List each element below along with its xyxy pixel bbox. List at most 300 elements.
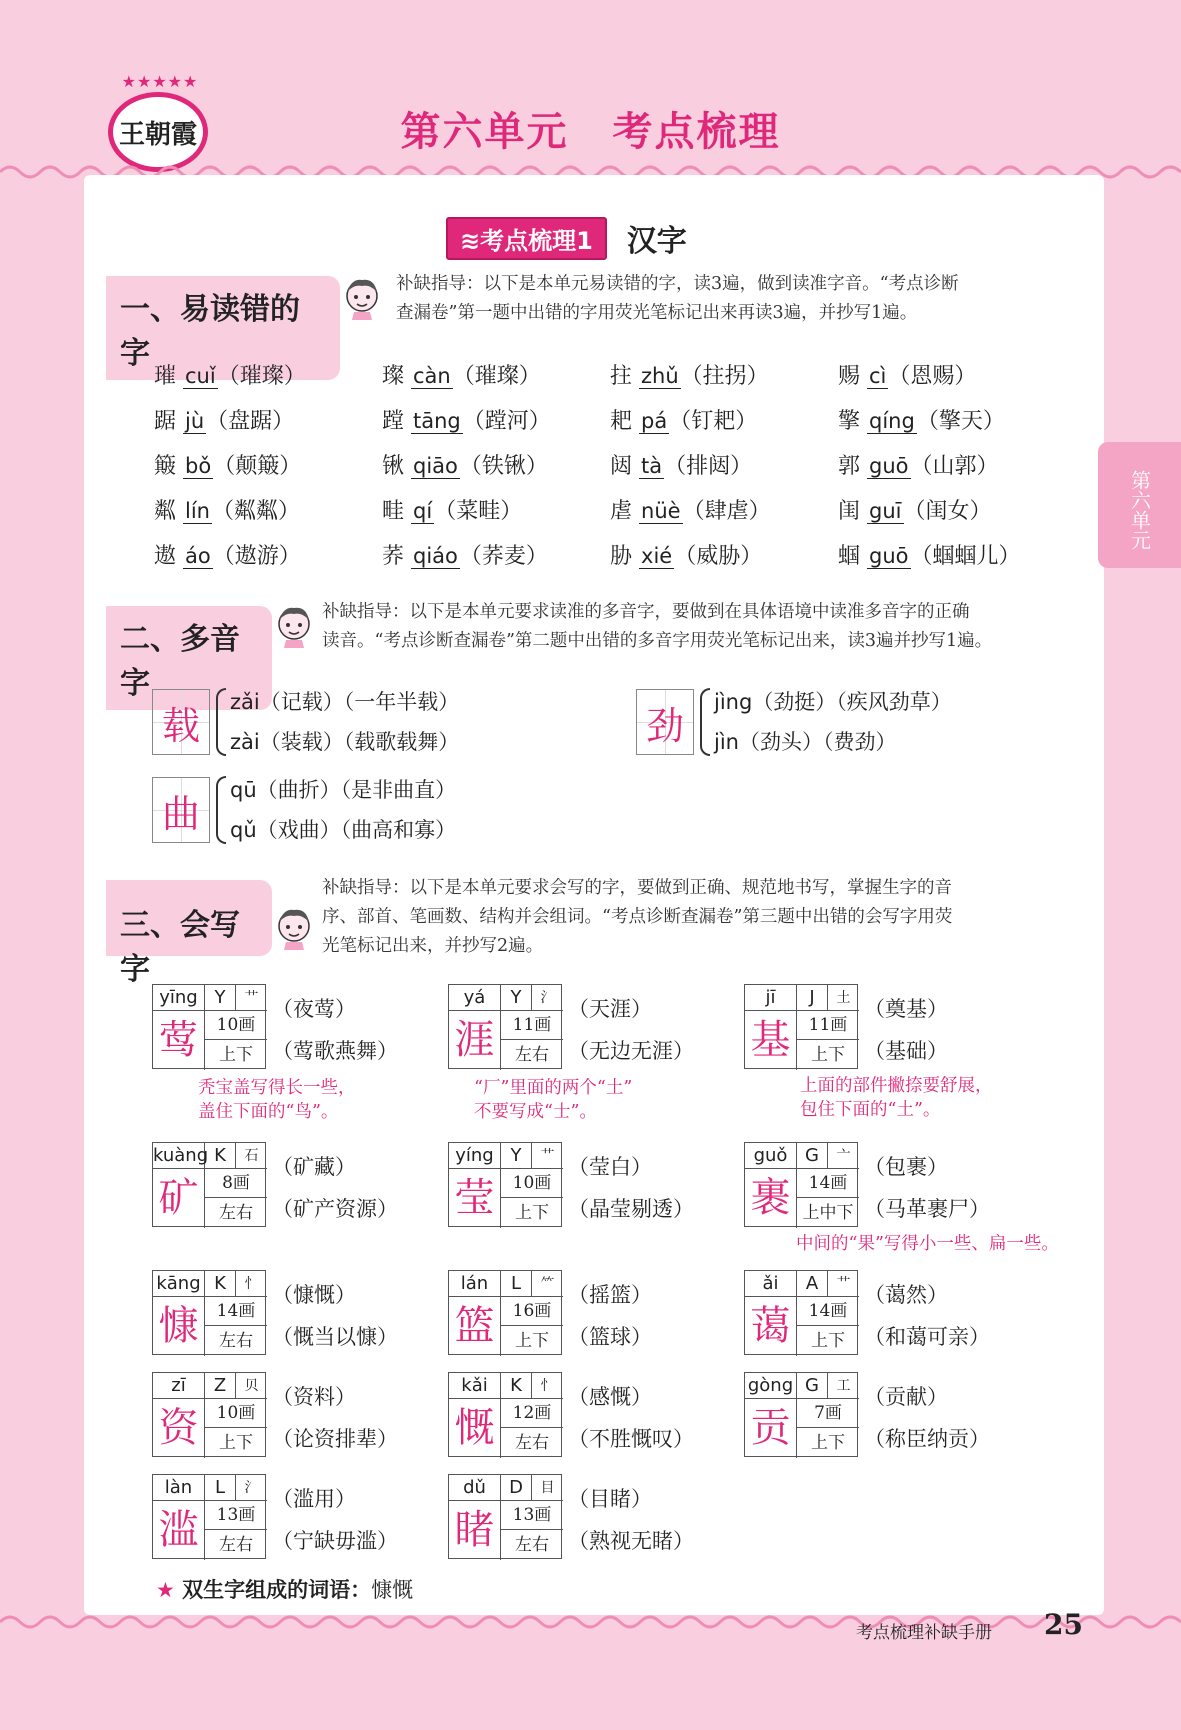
card-hanzi: 莺 [153,1011,205,1070]
writing-tip-note [796,1232,1059,1256]
card-stroke-count: 11画 [797,1011,859,1040]
card-stroke-count: 10画 [205,1011,267,1040]
card-words [864,1146,990,1230]
note-line: 中间的“果”写得小一些、扁一些。 [796,1234,1059,1254]
card-radical: 氵 [236,1475,267,1501]
card-radical: 石 [236,1143,267,1169]
hanzi: 胁 [610,544,633,569]
card-initial: Y [501,985,532,1011]
card-structure: 左右 [515,1433,549,1453]
polyphone-readings [230,682,459,762]
card-hanzi: 裹 [745,1169,797,1228]
card-pinyin: guǒ [745,1143,797,1169]
reading-words: （装载）（载歌载舞） [259,730,460,754]
hanzi: 畦 [382,499,405,524]
card-word: （慷慨） [272,1283,356,1307]
card-initial: Z [205,1373,236,1399]
card-radical: 忄 [236,1271,267,1297]
card-word: （慨当以慷） [272,1325,398,1349]
double-char-value: 慷慨 [371,1578,414,1602]
reading-words: （劲挺）（疾风劲草） [752,690,952,714]
part1-guide-line1: 补缺指导：以下是本单元易读错的字，读3遍，做到读准字音。“考点诊断 [396,274,959,294]
example-word: （钉耙） [669,409,758,434]
card-words [272,1146,398,1230]
pinyin: pá [641,409,668,433]
card-hanzi: 蔼 [745,1297,797,1356]
side-tab-label: 第六单元 [1127,470,1152,550]
part1-guide [396,270,959,328]
char-info-box [448,984,562,1069]
card-word: （莺歌燕舞） [272,1039,398,1063]
card-hanzi: 慷 [153,1297,205,1356]
example-word: （闺女） [903,499,992,524]
card-initial: K [205,1143,236,1169]
pinyin: cuǐ [185,364,216,388]
student-face-icon [340,272,384,320]
pinyin: lín [185,499,210,523]
card-word: （莹白） [568,1155,652,1179]
card-hanzi: 资 [153,1399,205,1458]
pinyin: xié [641,544,673,568]
card-structure: 上下 [515,1331,549,1351]
example-word: （肆虐） [682,499,771,524]
polyphone-item [636,682,952,762]
card-word: （滥用） [272,1487,356,1511]
card-word: （资料） [272,1385,356,1409]
card-words [568,1376,694,1460]
card-radical: 艹 [532,1143,563,1169]
char-row [154,487,1094,532]
card-radical: 土 [828,985,859,1011]
note-line: 秃宝盖写得长一些， [198,1078,356,1098]
card-word: （和蔼可亲） [864,1325,990,1349]
pinyin: qíng [869,409,915,433]
hanzi: 虐 [610,499,633,524]
hanzi: 簸 [154,454,177,479]
card-radical: 贝 [236,1373,267,1399]
card-word: （宁缺毋滥） [272,1529,398,1553]
hanzi: 郭 [838,454,861,479]
pinyin: guī [869,499,902,523]
pinyin: qiáo [413,544,458,568]
pinyin: cì [869,364,887,388]
card-word: （称臣纳贡） [864,1427,990,1451]
card-structure: 左右 [219,1331,253,1351]
card-words [272,988,398,1072]
card-words [272,1478,398,1562]
card-pinyin: lán [449,1271,501,1297]
card-stroke-count: 12画 [501,1399,563,1428]
reading-pinyin: qǔ [230,818,257,842]
card-word: （目睹） [568,1487,652,1511]
part1-guide-line2: 查漏卷”第一题中出错的字用荧光笔标记出来再读3遍，并抄写1遍。 [396,303,918,323]
note-line: 盖住下面的“鸟”。 [198,1102,339,1122]
part2-title: 二、多音字 [106,606,272,710]
hanzi: 锹 [382,454,405,479]
pinyin: jù [185,409,205,433]
example-word: （颠簸） [213,454,302,479]
card-word: （不胜慨叹） [568,1427,694,1451]
card-stroke-count: 7画 [797,1399,859,1428]
misread-char-item [382,539,610,570]
example-word: （璀璨） [452,364,541,389]
card-pinyin: kuàng [153,1143,205,1169]
card-radical: 工 [828,1373,859,1399]
note-line: 上面的部件撇捺要舒展， [800,1076,993,1096]
reading-words: （劲头）（费劲） [738,730,897,754]
card-initial: D [501,1475,532,1501]
page-title [0,100,1181,157]
card-words [568,1274,652,1358]
hanzi: 遨 [154,544,177,569]
reading-pinyin: jìn [714,730,739,754]
misread-char-item [838,359,1066,390]
card-pinyin: zī [153,1373,205,1399]
card-pinyin: dǔ [449,1475,501,1501]
card-word: （熟视无睹） [568,1529,694,1553]
card-pinyin: yíng [449,1143,501,1169]
card-word: （晶莹剔透） [568,1197,694,1221]
hanzi: 荞 [382,544,405,569]
card-hanzi: 睹 [449,1501,501,1560]
card-words [864,1376,990,1460]
hanzi: 璨 [382,364,405,389]
card-stroke-count: 14画 [205,1297,267,1326]
part2-guide [322,598,992,656]
bottom-wave-border [0,1608,1181,1638]
card-word: （矿藏） [272,1155,356,1179]
card-word: （夜莺） [272,997,356,1021]
part1-title: 一、易读错的字 [106,276,340,380]
hanzi: 闼 [610,454,633,479]
pinyin: qí [413,499,433,523]
note-line: 包住下面的“土”。 [800,1100,941,1120]
example-word: （遨游） [212,544,301,569]
card-word: （蔼然） [864,1283,948,1307]
misread-char-item [838,539,1066,570]
reading-pinyin: zǎi [230,690,260,714]
pinyin: zhǔ [641,364,679,388]
example-word: （盘踞） [206,409,295,434]
example-word: （菜畦） [434,499,523,524]
card-word: （矿产资源） [272,1197,398,1221]
hanzi: 拄 [610,364,633,389]
example-word: （蹚河） [462,409,551,434]
part3-guide-line3: 光笔标记出来，并抄写2遍。 [322,936,544,956]
reading-words: （记载）（一年半载） [259,690,460,714]
example-word: （荞麦） [459,544,548,569]
polyphone-char: 劲 [636,689,694,755]
card-initial: J [797,985,828,1011]
brace-icon [216,688,226,756]
page-title-topic: 考点梳理 [612,109,781,155]
misread-char-item [838,494,1066,525]
card-hanzi: 矿 [153,1169,205,1228]
pinyin: tāng [413,409,461,433]
card-word: （论资排辈） [272,1427,398,1451]
card-structure: 上中下 [802,1203,854,1223]
reading-line [230,770,456,810]
card-stroke-count: 13画 [501,1501,563,1530]
card-structure: 左右 [515,1045,549,1065]
logo-text: 王朝霞 [118,119,197,150]
card-word: （基础） [864,1039,948,1063]
card-initial: G [797,1143,828,1169]
double-char-words [156,1574,413,1604]
char-info-box [448,1474,562,1559]
card-structure: 上下 [219,1433,253,1453]
char-info-box [744,1142,858,1227]
misread-char-item [154,449,382,480]
card-initial: G [797,1373,828,1399]
card-word: （摇篮） [568,1283,652,1307]
misread-char-item [382,404,610,435]
card-radical: 氵 [532,985,563,1011]
card-word: （篮球） [568,1325,652,1349]
example-word: （排闼） [664,454,753,479]
example-word: （璀璨） [217,364,306,389]
card-stroke-count: 10画 [205,1399,267,1428]
char-info-box [152,1142,266,1227]
card-structure: 左右 [219,1203,253,1223]
card-stroke-count: 11画 [501,1011,563,1040]
hanzi: 擎 [838,409,861,434]
page-number: 25 [1044,1608,1083,1641]
logo-stars: ★★★★★ [121,72,199,91]
writing-tip-note [474,1076,632,1124]
page-title-unit: 第六单元 [400,109,569,155]
card-radical: ⺮ [532,1271,563,1297]
brace-icon [700,688,710,756]
char-row [154,442,1094,487]
card-pinyin: kǎi [449,1373,501,1399]
example-word: （拄拐） [680,364,769,389]
card-pinyin: yīng [153,985,205,1011]
reading-line [230,682,459,722]
char-info-box [744,1270,858,1355]
example-word: （擎天） [916,409,1005,434]
card-radical: 艹 [828,1271,859,1297]
card-stroke-count: 10画 [501,1169,563,1198]
char-info-box [152,1474,266,1559]
pinyin: tà [641,454,663,478]
student-face-icon [272,902,316,950]
card-hanzi: 莹 [449,1169,501,1228]
card-hanzi: 滥 [153,1501,205,1560]
card-hanzi: 涯 [449,1011,501,1070]
char-info-box [744,984,858,1069]
card-stroke-count: 13画 [205,1501,267,1530]
card-structure: 上下 [811,1331,845,1351]
char-info-box [448,1142,562,1227]
reading-words: （曲折）（是非曲直） [256,778,457,802]
brace-icon [216,776,226,844]
card-word: （贡献） [864,1385,948,1409]
misread-char-item [838,404,1066,435]
card-words [272,1274,398,1358]
card-pinyin: yá [449,985,501,1011]
pinyin: nüè [641,499,681,523]
note-line: “厂”里面的两个“土” [474,1078,633,1098]
hanzi: 蹚 [382,409,405,434]
card-initial: Y [205,985,236,1011]
example-word: （蝈蝈儿） [910,544,1021,569]
part2-guide-line1: 补缺指导：以下是本单元要求读准的多音字，要做到在具体语境中读准多音字的正确 [322,602,970,622]
example-word: （恩赐） [888,364,977,389]
reading-words: （戏曲）（曲高和寡） [256,818,457,842]
part3-guide-line2: 序、部首、笔画数、结构并会组词。“考点诊断查漏卷”第三题中出错的会写字用荧 [322,907,953,927]
misread-char-item [838,449,1066,480]
example-word: （山郭） [910,454,999,479]
card-word: （天涯） [568,997,652,1021]
section-badge: ≋考点梳理1 [446,217,607,260]
misread-char-item [610,494,838,525]
misread-char-item [610,449,838,480]
card-structure: 左右 [515,1535,549,1555]
part3-guide-line1: 补缺指导：以下是本单元要求会写的字，要做到正确、规范地书写，掌握生字的音 [322,878,952,898]
writing-tip-note [800,1074,993,1122]
hanzi: 赐 [838,364,861,389]
char-info-box [152,984,266,1069]
pinyin: càn [413,364,451,388]
misread-char-item [610,539,838,570]
reading-line [714,722,952,762]
card-radical: 亠 [828,1143,859,1169]
misread-char-item [610,359,838,390]
card-radical: 艹 [236,985,267,1011]
pinyin: áo [185,544,211,568]
section-heading [446,218,687,258]
reading-pinyin: zài [230,730,260,754]
reading-line [714,682,952,722]
card-pinyin: kāng [153,1271,205,1297]
misread-char-item [382,494,610,525]
polyphone-readings [230,770,456,850]
example-word: （威胁） [674,544,763,569]
card-word: （无边无涯） [568,1039,694,1063]
hanzi: 蝈 [838,544,861,569]
card-words [864,1274,990,1358]
card-initial: L [205,1475,236,1501]
side-unit-tab[interactable] [1098,442,1181,568]
card-stroke-count: 14画 [797,1297,859,1326]
char-info-box [152,1270,266,1355]
card-radical: 忄 [532,1373,563,1399]
pinyin: qiāo [413,454,458,478]
example-word: （铁锹） [459,454,548,479]
note-line: 不要写成“士”。 [474,1102,597,1122]
hanzi: 闺 [838,499,861,524]
star-icon: ★ [156,1578,175,1602]
card-structure: 上下 [515,1203,549,1223]
card-words [272,1376,398,1460]
char-info-box [152,1372,266,1457]
char-row [154,352,1094,397]
card-pinyin: ǎi [745,1271,797,1297]
card-initial: L [501,1271,532,1297]
card-initial: A [797,1271,828,1297]
part2-guide-line2: 读音。“考点诊断查漏卷”第二题中出错的多音字用荧光笔标记出来，读3遍并抄写1遍。 [322,631,993,651]
pinyin: guō [869,454,909,478]
misread-char-item [154,494,382,525]
reading-pinyin: jìng [714,690,753,714]
card-radical: 目 [532,1475,563,1501]
card-initial: K [501,1373,532,1399]
card-word: （感慨） [568,1385,652,1409]
card-structure: 上下 [219,1045,253,1065]
char-info-box [744,1372,858,1457]
hanzi: 璀 [154,364,177,389]
polyphone-char: 载 [152,689,210,755]
example-word: （粼粼） [212,499,301,524]
polyphone-char: 曲 [152,777,210,843]
polyphone-item [152,770,456,850]
card-word: （马革裹尸） [864,1197,990,1221]
reading-pinyin: qū [230,778,257,802]
reading-line [230,810,456,850]
misread-char-item [382,449,610,480]
card-stroke-count: 14画 [797,1169,859,1198]
misread-char-item [382,359,610,390]
misread-char-item [154,404,382,435]
hanzi: 耙 [610,409,633,434]
misread-char-item [154,539,382,570]
card-pinyin: làn [153,1475,205,1501]
polyphone-readings [714,682,952,762]
char-info-box [448,1372,562,1457]
part3-guide [322,874,952,961]
card-pinyin: jī [745,985,797,1011]
card-words [568,1478,694,1562]
misread-chars-grid [154,352,1094,577]
card-pinyin: gòng [745,1373,797,1399]
card-structure: 左右 [219,1535,253,1555]
card-hanzi: 贡 [745,1399,797,1458]
hanzi: 粼 [154,499,177,524]
card-structure: 上下 [811,1433,845,1453]
section-name: 汉字 [626,224,687,259]
card-words [568,988,694,1072]
writing-tip-note [198,1076,356,1124]
misread-char-item [610,404,838,435]
card-stroke-count: 8画 [205,1169,267,1198]
card-initial: Y [501,1143,532,1169]
reading-line [230,722,459,762]
card-structure: 上下 [811,1045,845,1065]
card-word: （包裹） [864,1155,948,1179]
card-word: （奠基） [864,997,948,1021]
char-row [154,532,1094,577]
student-face-icon [272,600,316,648]
misread-char-item [154,359,382,390]
part3-title: 三、会写字 [106,880,272,956]
polyphone-item [152,682,459,762]
hanzi: 踞 [154,409,177,434]
card-stroke-count: 16画 [501,1297,563,1326]
char-row [154,397,1094,442]
card-hanzi: 慨 [449,1399,501,1458]
card-initial: K [205,1271,236,1297]
char-info-box [448,1270,562,1355]
pinyin: guō [869,544,909,568]
pinyin: bǒ [185,454,212,478]
double-char-label: 双生字组成的词语： [182,1578,372,1602]
footer-text: 考点梳理补缺手册 [856,1623,992,1643]
card-hanzi: 篮 [449,1297,501,1356]
card-words [568,1146,694,1230]
card-hanzi: 基 [745,1011,797,1070]
card-words [864,988,948,1072]
